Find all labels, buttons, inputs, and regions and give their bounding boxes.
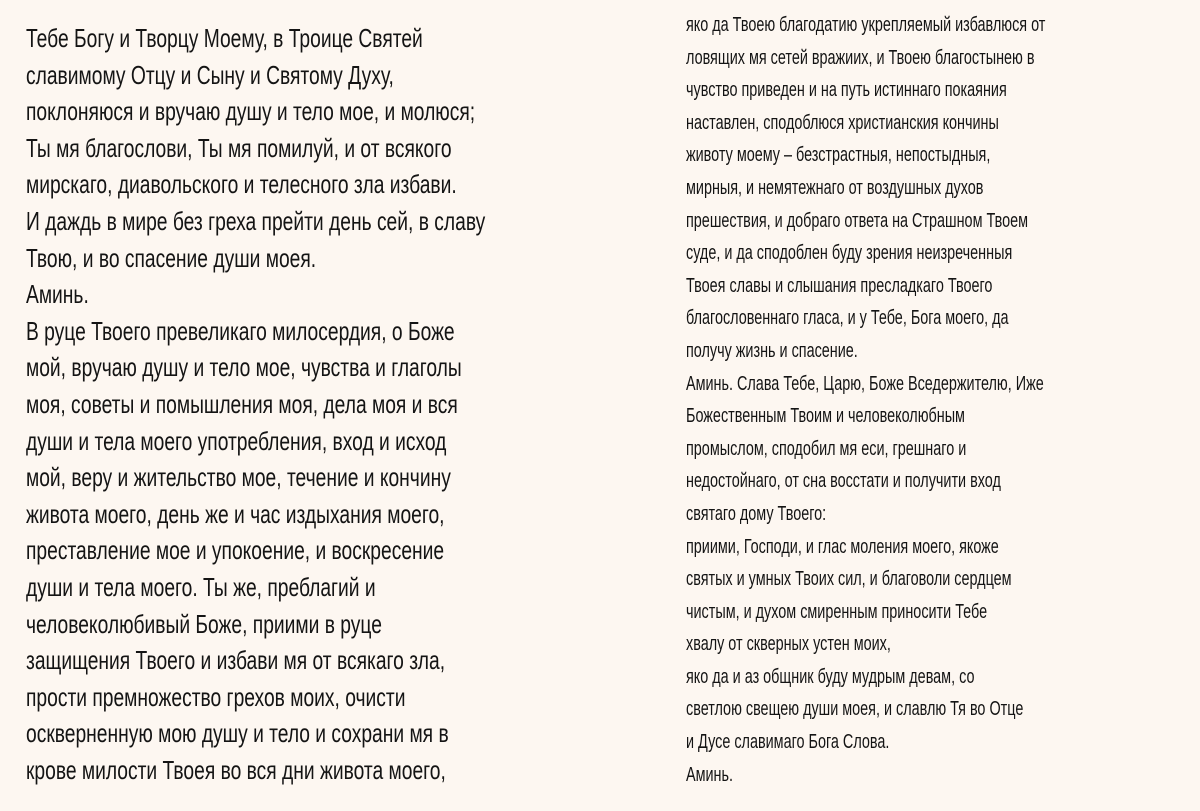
text-line: живота моего, день же и час издыхания моего,	[26, 498, 445, 529]
text-line: промыслом, сподобил мя еси, грешнаго и	[686, 437, 967, 460]
text-line: недостойнаго, от сна восстати и получити вход	[686, 470, 1001, 493]
text-line: поклоняюся и вручаю душу и тело мое, и молюся;	[26, 96, 476, 127]
text-line: чувство приведен и на путь истиннаго покаяния	[686, 79, 1007, 102]
text-line: мирскаго, диавольского и телесного зла избави.	[26, 169, 457, 200]
text-line: души и тела моего употребления, вход и исход	[26, 425, 447, 456]
text-line: чистым, и духом смиренным приносити Тебе	[686, 600, 988, 623]
text-line: оскверненную мою душу и тело и сохрани мя в	[26, 718, 449, 749]
text-line: ловящих мя сетей вражиих, и Твоею благостынею в	[686, 46, 1035, 69]
text-line: крове милости Твоея во вся дни живота моего,	[26, 754, 446, 785]
text-line: И даждь в мире без греха прейти день сей, в славу	[26, 205, 486, 236]
text-line: получу жизнь и спасение.	[686, 339, 858, 362]
text-line: Твоея славы и слышания пресладкаго Твоего	[686, 274, 993, 297]
text-line: мой, вручаю душу и тело мое, чувства и глаголы	[26, 352, 462, 383]
text-line: души и тела моего. Ты же, преблагий и	[26, 571, 376, 602]
text-line: преставление мое и упокоение, и воскресение	[26, 535, 445, 566]
text-line: Божественным Твоим и человеколюбным	[686, 405, 965, 428]
text-line: человеколюбивый Боже, приими в руце	[26, 608, 382, 639]
text-line: Аминь. Слава Тебе, Царю, Боже Вседержителю, Иже	[686, 372, 1044, 395]
text-line: Ты мя благослови, Ты мя помилуй, и от всякого	[26, 132, 452, 163]
text-line: животу моему – безстрастныя, непостыдныя,	[686, 144, 991, 167]
text-line: благословеннаго гласа, и у Тебе, Бога моего, да	[686, 307, 1009, 330]
text-line: наставлен, сподоблюся христианския кончины	[686, 111, 999, 134]
amen-line: Аминь.	[686, 763, 734, 786]
text-line: святых и умных Твоих сил, и благоволи сердцем	[686, 568, 1012, 591]
text-line: святаго дому Твоего:	[686, 502, 827, 525]
text-line: мой, веру и жительство мое, течение и кончину	[26, 462, 451, 493]
text-line: славимому Отцу и Сыну и Святому Духу,	[26, 59, 394, 90]
text-line: моя, советы и помышления моя, дела моя и вся	[26, 388, 458, 419]
text-line: суде, и да сподоблен буду зрения неизреченныя	[686, 242, 1013, 265]
right-prayer-column	[686, 9, 1186, 791]
text-line: мирныя, и немятежнаго от воздушных духов	[686, 176, 984, 199]
text-line: Тебе Богу и Творцу Моему, в Троице Святей	[26, 23, 423, 53]
text-line: приими, Господи, и глас моления моего, якоже	[686, 535, 999, 558]
text-line: хвалу от скверных устен моих,	[686, 633, 891, 656]
text-line: яко да и аз общник буду мудрым девам, со	[686, 665, 975, 688]
text-line: светлою свещею души моея, и славлю Тя во Отце	[686, 698, 1024, 721]
text-line: прости премножество грехов моих, очисти	[26, 681, 406, 712]
amen-line: Аминь.	[26, 279, 89, 310]
left-prayer-column	[26, 20, 606, 788]
text-line: защищения Твоего и избави мя от всякаго зла,	[26, 645, 446, 676]
text-line: и Дусе славимаго Бога Слова.	[686, 731, 890, 754]
text-line: прешествия, и добраго ответа на Страшном Твоем	[686, 209, 1029, 232]
text-line: яко да Твоею благодатию укрепляемый избавлюся от	[686, 14, 1046, 36]
text-line: Твою, и во спасение души моея.	[26, 242, 317, 273]
text-line: В руце Твоего превеликаго милосердия, о Боже	[26, 315, 455, 346]
